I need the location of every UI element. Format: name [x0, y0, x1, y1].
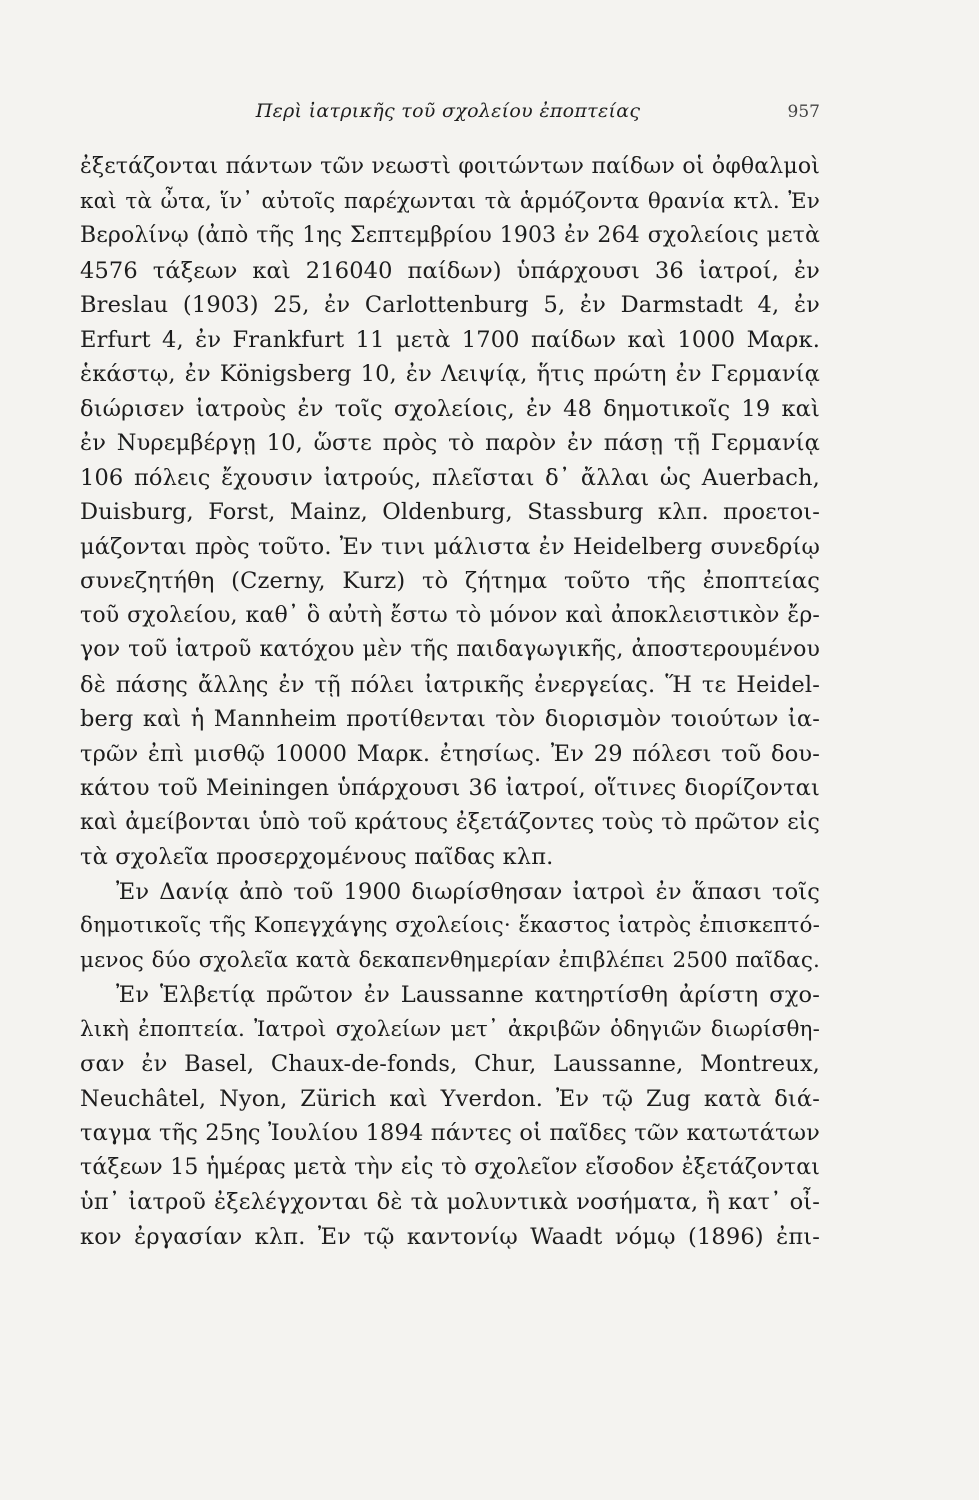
text-line: Breslau (1903) 25, ἐν Carlottenburg 5, ἐν Darmstadt 4, ἐν [80, 292, 820, 318]
page-number: 957 [787, 102, 820, 122]
text-line: ἑκάστῳ, ἐν Königsberg 10, ἐν Λειψίᾳ, ἥτις πρώτη ἐν Γερμανίᾳ [80, 361, 820, 387]
text-line: κάτου τοῦ Meiningen ὑπάρχουσι 36 ἰατροί, οἵτινες διορίζονται [80, 775, 820, 801]
text-line: δὲ πάσης ἄλλης ἐν τῇ πόλει ἰατρικῆς ἐνεργείας. Ἥ τε Heidel- [80, 671, 820, 698]
text-line: μάζονται πρὸς τοῦτο. Ἐν τινι μάλιστα ἐν Heidelberg συνεδρίῳ [80, 533, 820, 560]
text-line: συνεζητήθη (Czerny, Kurz) τὸ ζήτημα τοῦτο τῆς ἐποπτείας [80, 568, 820, 594]
text-line: Duisburg, Forst, Mainz, Oldenburg, Stassburg κλπ. προετοι- [80, 499, 820, 525]
text-line: 106 πόλεις ἔχουσιν ἰατρούς, πλεῖσται δ᾽ ἄλλαι ὡς Auerbach, [80, 464, 820, 491]
text-line: καὶ τὰ ὦτα, ἵν᾽ αὐτοῖς παρέχωνται τὰ ἁρμόζοντα θρανία κτλ. Ἐν [80, 188, 820, 214]
text-line: ὑπ᾽ ἰατροῦ ἐξελέγχονται δὲ τὰ μολυντικὰ νοσήματα, ἢ κατ᾽ οἶ- [80, 1189, 820, 1215]
text-line: τρῶν ἐπὶ μισθῷ 10000 Μαρκ. ἐτησίως. Ἐν 29 πόλεσι τοῦ δου- [80, 740, 820, 767]
text-line: berg καὶ ἡ Mannheim προτίθενται τὸν διορισμὸν τοιούτων ἰα- [80, 706, 820, 732]
text-line: σαν ἐν Basel, Chaux-de-fonds, Chur, Laussanne, Montreux, [80, 1051, 820, 1077]
paragraph-start-line: Ἐν Ἑλβετίᾳ πρῶτον ἐν Laussanne κατηρτίσθη ἀρίστη σχο- [116, 982, 820, 1008]
running-title: Περὶ ἰατρικῆς τοῦ σχολείου ἐποπτείας [255, 100, 641, 122]
text-line: ἐν Νυρεμβέργῃ 10, ὥστε πρὸς τὸ παρὸν ἐν πάσῃ τῇ Γερμανίᾳ [80, 430, 820, 456]
page-header [80, 100, 820, 130]
text-line: τοῦ σχολείου, καθ᾽ ὃ αὐτὴ ἔστω τὸ μόνον καὶ ἀποκλειστικὸν ἔρ- [80, 602, 820, 628]
text-line: κον ἐργασίαν κλπ. Ἐν τῷ καντονίῳ Waadt νόμῳ (1896) ἐπι- [80, 1223, 820, 1250]
text-line: ταγμα τῆς 25ης Ἰουλίου 1894 πάντες οἱ παῖδες τῶν κατωτάτων [80, 1120, 820, 1146]
text-line: καὶ ἀμείβονται ὑπὸ τοῦ κράτους ἐξετάζοντες τοὺς τὸ πρῶτον εἰς [80, 809, 820, 835]
text-line: Neuchâtel, Nyon, Zürich καὶ Yverdon. Ἐν τῷ Zug κατὰ διά- [80, 1085, 820, 1112]
text-line: Βερολίνῳ (ἀπὸ τῆς 1ης Σεπτεμβρίου 1903 ἐν 264 σχολείοις μετὰ [80, 223, 820, 248]
text-line: δημοτικοῖς τῆς Κοπεγχάγης σχολείοις· ἕκαστος ἰατρὸς ἐπισκεπτό- [80, 913, 820, 938]
text-line: 4576 τάξεων καὶ 216040 παίδων) ὑπάρχουσι 36 ἰατροί, ἐν [80, 257, 820, 284]
text-line: διώρισεν ἰατροὺς ἐν τοῖς σχολείοις, ἐν 48 δημοτικοῖς 19 καὶ [80, 395, 820, 422]
paragraph-start-line: Ἐν Δανίᾳ ἀπὸ τοῦ 1900 διωρίσθησαν ἰατροὶ ἐν ἅπασι τοῖς [116, 878, 820, 905]
body-text [80, 150, 820, 1254]
paragraph-end-line: τὰ σχολεῖα προσερχομένους παῖδας κλπ. [80, 844, 554, 870]
text-line: γον τοῦ ἰατροῦ κατόχου μὲν τῆς παιδαγωγικῆς, ἀποστερουμένου [80, 637, 820, 662]
text-line: μενος δύο σχολεῖα κατὰ δεκαπενθημερίαν ἐπιβλέπει 2500 παῖδας. [80, 947, 820, 973]
text-line: Erfurt 4, ἐν Frankfurt 11 μετὰ 1700 παίδων καὶ 1000 Μαρκ. [80, 326, 820, 353]
text-line: τάξεων 15 ἡμέρας μετὰ τὴν εἰς τὸ σχολεῖον εἴσοδον ἐξετάζονται [80, 1154, 820, 1180]
text-line: ἐξετάζονται πάντων τῶν νεωστὶ φοιτώντων παίδων οἱ ὀφθαλμοὶ [80, 154, 820, 179]
text-line: λικὴ ἐποπτεία. Ἰατροὶ σχολείων μετ᾽ ἀκριβῶν ὁδηγιῶν διωρίσθη- [80, 1016, 820, 1042]
